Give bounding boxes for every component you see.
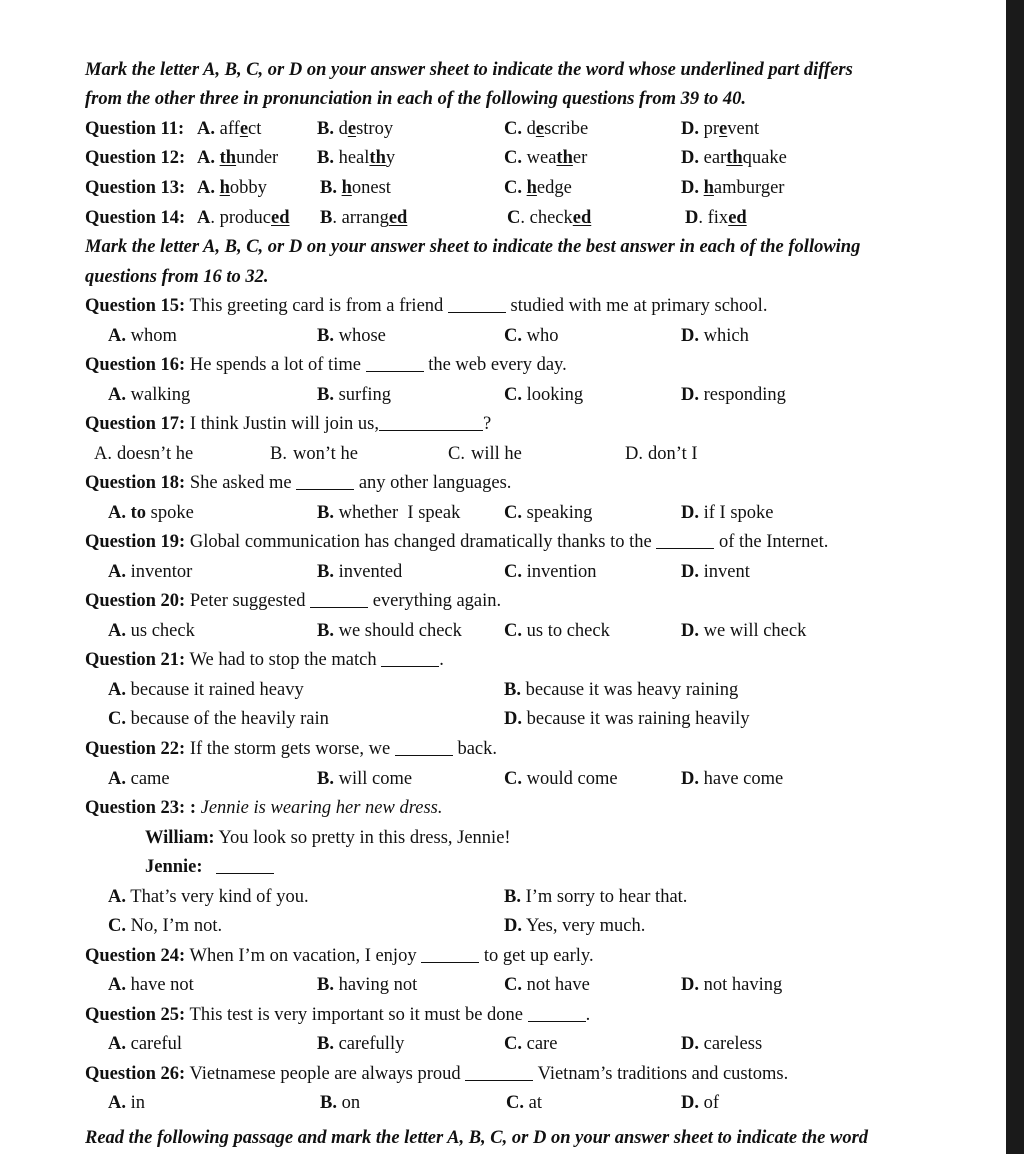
question-23-options-row-1 [0,883,1006,912]
answer-blank [296,471,354,490]
option-a-text: doesn’t he [117,444,194,464]
option-c: C. hedge [504,178,572,198]
question-stem: Question 16: He spends a lot of time the web every day. [85,355,567,375]
option-a: A. careful [108,1034,182,1054]
question-label: Question 12: [85,148,186,168]
question-label: Question 11: [85,119,185,139]
option-a: A. thunder [197,148,279,168]
question-15 [0,292,1006,321]
question-23 [0,794,1006,823]
option-a: A. to spoke [108,503,194,523]
option-b: B. having not [317,975,418,995]
option-b: B. because it was heavy raining [504,680,739,700]
question-21-options-row-1 [0,676,1006,705]
option-a: A. hobby [197,178,267,198]
answer-blank [379,412,483,431]
instruction-best-answer [0,233,1006,262]
option-a: A. have not [108,975,194,995]
option-d: D. invent [681,562,750,582]
instruction-line: from the other three in pronunciation in each of the following questions from 39 to 40. [85,89,746,109]
option-b: B. arranged [320,208,408,228]
option-c: C. because of the heavily rain [108,709,329,729]
question-21 [0,646,1006,675]
question-24 [0,942,1006,971]
question-11 [0,115,1006,144]
option-b: B. whether I speak [317,503,461,523]
option-b: B. healthy [317,148,396,168]
option-c: C. speaking [504,503,593,523]
option-d: D. because it was raining heavily [504,709,750,729]
instruction-line: Mark the letter A, B, C, or D on your answer sheet to indicate the best answer in each of the following [85,237,861,257]
answer-blank [395,737,453,756]
question-stem: Question 18: She asked me any other languages. [85,473,512,493]
question-16-options [0,381,1006,410]
option-d: D. we will check [681,621,807,641]
option-b: B. carefully [317,1034,405,1054]
option-d: D. which [681,326,749,346]
question-24-options [0,971,1006,1000]
option-d: D. prevent [681,119,760,139]
option-c-text: will he [471,444,522,464]
option-d-text: don’t I [648,444,698,464]
question-stem: Question 22: If the storm gets worse, we back. [85,739,498,759]
option-a: A. walking [108,385,191,405]
question-18 [0,469,1006,498]
question-label: Question 14: [85,208,186,228]
question-22-options [0,765,1006,794]
dialogue-william [0,824,1006,853]
question-17 [0,410,1006,439]
option-d: D. of [681,1093,720,1113]
answer-blank [656,530,714,549]
question-22 [0,735,1006,764]
option-b: B. will come [317,769,413,789]
option-a: A. whom [108,326,177,346]
option-d: D. have come [681,769,784,789]
option-c: C. would come [504,769,618,789]
option-d: D. responding [681,385,786,405]
option-c: C. us to check [504,621,610,641]
option-c: C. invention [504,562,597,582]
option-a: A. because it rained heavy [108,680,304,700]
option-c: C. at [506,1093,542,1113]
option-b: B. honest [320,178,391,198]
option-b: B. on [320,1093,361,1113]
instruction-line: Mark the letter A, B, C, or D on your answer sheet to indicate the word whose underlined part differs [85,60,853,80]
option-b: B. surfing [317,385,392,405]
question-label: Question 13: [85,178,186,198]
option-b-text: won’t he [293,444,358,464]
dialogue-line: Jennie: [145,853,274,882]
dialogue-jennie [0,853,1006,882]
option-b: B. I’m sorry to hear that. [504,887,688,907]
option-c: C. care [504,1034,558,1054]
option-a: A. produced [197,208,290,228]
question-17-options [0,440,1006,469]
question-13 [0,174,1006,203]
option-b: B. invented [317,562,403,582]
answer-blank [310,589,368,608]
option-a: A. in [108,1093,146,1113]
option-d: D. fixed [685,208,747,228]
option-a: A. us check [108,621,195,641]
question-stem: Question 21: We had to stop the match . [85,650,444,670]
option-a: A. [94,444,112,464]
option-b: B. destroy [317,119,394,139]
question-15-options [0,322,1006,351]
option-c: C. checked [507,208,592,228]
answer-blank [448,294,506,313]
option-d: D. careless [681,1034,763,1054]
instruction-best-answer-2 [0,263,1006,292]
option-d: D. hamburger [681,178,785,198]
option-a: A. inventor [108,562,193,582]
answer-blank [465,1062,533,1081]
dialogue-line: William: You look so pretty in this dress, Jennie! [145,828,511,848]
option-b: B. whose [317,326,386,346]
option-d: D. not having [681,975,783,995]
instruction-line: Read the following passage and mark the letter A, B, C, or D on your answer sheet to indicate the word [85,1128,869,1148]
option-c: C. No, I’m not. [108,916,223,936]
option-c: C. [448,444,465,464]
option-b: B. we should check [317,621,462,641]
option-d: D. earthquake [681,148,787,168]
question-21-options-row-2 [0,705,1006,734]
option-d: D. [625,444,643,464]
question-20 [0,587,1006,616]
question-12 [0,144,1006,173]
option-a: A. came [108,769,170,789]
question-19-options [0,558,1006,587]
option-c: C. weather [504,148,588,168]
answer-blank [381,648,439,667]
option-c: C. not have [504,975,590,995]
question-stem: Question 26: Vietnamese people are always proud Vietnam’s traditions and customs. [85,1064,789,1084]
question-stem: Question 19: Global communication has changed dramatically thanks to the of the Internet. [85,532,829,552]
answer-blank [528,1003,586,1022]
option-c: C. describe [504,119,589,139]
question-stem: Question 23: : Jennie is wearing her new dress. [85,798,443,818]
question-26-options [0,1089,1006,1118]
answer-blank [421,944,479,963]
option-d: D. Yes, very much. [504,916,646,936]
option-b: B. [270,444,287,464]
instruction-pronunciation [0,56,1006,85]
question-stem: Question 17: I think Justin will join us, ? [85,414,492,434]
option-d: D. if I spoke [681,503,774,523]
question-stem: Question 20: Peter suggested everything again. [85,591,502,611]
option-a: A. affect [197,119,262,139]
question-26 [0,1060,1006,1089]
question-18-options [0,499,1006,528]
option-a: A. That’s very kind of you. [108,887,309,907]
instruction-pronunciation-2 [0,85,1006,114]
question-23-options-row-2 [0,912,1006,941]
instruction-line: questions from 16 to 32. [85,267,269,287]
question-stem: Question 24: When I’m on vacation, I enjoy to get up early. [85,946,594,966]
question-16 [0,351,1006,380]
question-19 [0,528,1006,557]
option-c: C. looking [504,385,584,405]
question-25 [0,1001,1006,1030]
answer-blank [216,855,274,874]
instruction-reading [0,1124,1006,1153]
question-20-options [0,617,1006,646]
question-stem: Question 25: This test is very important so it must be done . [85,1005,591,1025]
question-25-options [0,1030,1006,1059]
question-stem: Question 15: This greeting card is from a friend studied with me at primary school. [85,296,768,316]
answer-blank [366,353,424,372]
option-c: C. who [504,326,559,346]
question-14 [0,204,1006,233]
